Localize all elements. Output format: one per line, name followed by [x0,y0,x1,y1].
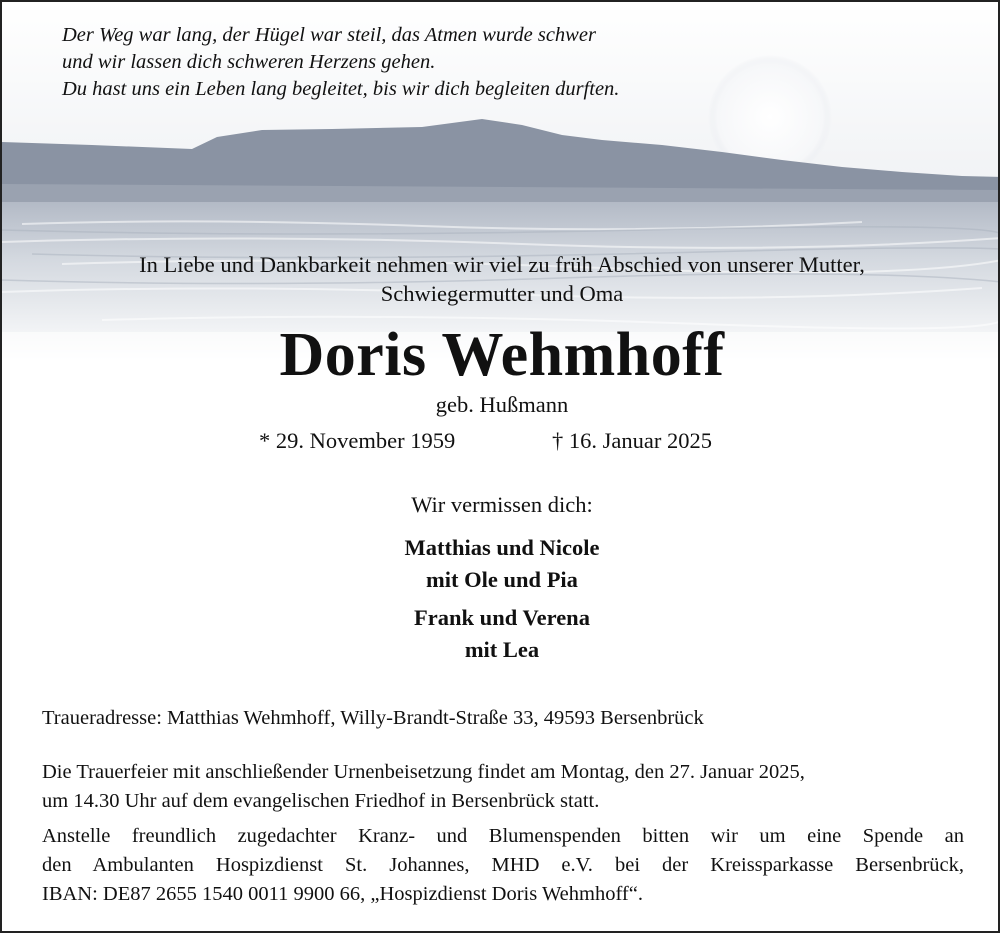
death-date: † 16. Januar 2025 [552,428,712,453]
mourner-group [2,602,1000,666]
donation-line: Anstelle freundlich zugedachter Kranz- und Blumenspenden bitten wir um eine Spende an [42,825,964,847]
mourner-line: Matthias und Nicole [404,535,600,560]
mourner-line: mit Lea [464,637,540,662]
donation-line: IBAN: DE87 2655 1540 0011 9900 66, „Hospizdienst Doris Wehmhoff“. [42,883,643,905]
birth-date: * 29. November 1959 [259,428,456,453]
donation-info [42,822,964,909]
donation-line: den Ambulanten Hospizdienst St. Johannes, MHD e.V. bei der Kreissparkasse Bersenbrück, [42,854,964,876]
mourning-address: Traueradresse: Matthias Wehmhoff, Willy-Brandt-Straße 33, 49593 Bersenbrück [42,707,704,729]
mourners-heading: Wir vermissen dich: [411,492,593,517]
deceased-name: Doris Wehmhoff [279,321,725,389]
poem [62,22,619,103]
poem-line: Der Weg war lang, der Hügel war steil, das Atmen wurde schwer [62,24,596,46]
intro-text [2,250,1000,308]
ceremony-info [42,758,964,816]
birth-name: geb. Hußmann [435,392,569,417]
mourner-line: Frank und Verena [414,605,590,630]
mourner-line: mit Ole und Pia [426,567,578,592]
ceremony-line: um 14.30 Uhr auf dem evangelischen Friedhof in Bersenbrück statt. [42,790,600,812]
ceremony-line: Die Trauerfeier mit anschließender Urnenbeisetzung findet am Montag, den 27. Januar 2025, [42,761,805,783]
poem-line: Du hast uns ein Leben lang begleitet, bis wir dich begleiten durften. [62,78,620,100]
poem-line: und wir lassen dich schweren Herzens gehen. [62,51,436,73]
intro-line: In Liebe und Dankbarkeit nehmen wir viel zu früh Abschied von unserer Mutter, [139,252,865,277]
mourner-group [2,532,1000,596]
intro-line: Schwiegermutter und Oma [380,281,624,306]
